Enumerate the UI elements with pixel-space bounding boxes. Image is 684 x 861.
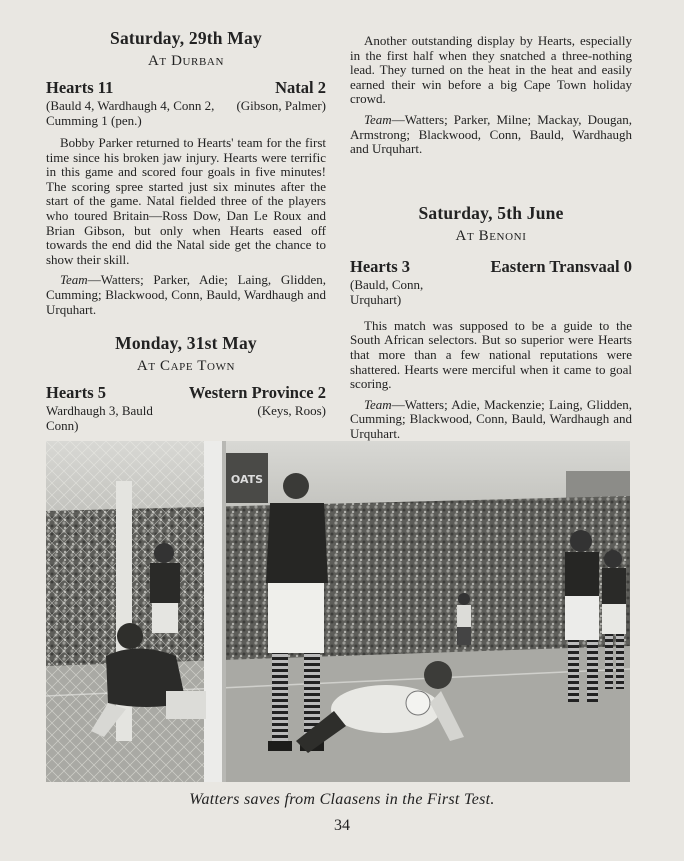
match3-team <box>350 398 632 442</box>
right-column <box>350 34 632 442</box>
match2-score <box>46 383 326 403</box>
match1-away-scorers: (Gibson, Palmer) <box>236 98 326 113</box>
match1-home-score: Hearts 11 <box>46 78 114 97</box>
match2-venue: At Cape Town <box>136 358 236 375</box>
match2-away-scorers: (Keys, Roos) <box>257 403 326 419</box>
match2-home-scorers: Wardhaugh 3, Bauld Conn) <box>46 403 153 434</box>
match2-report: Another outstanding display by Hearts, especially in the first half when they snatched a three-nothing lead. They turned on the heat in the heat and easily earned their win before a big Cape Town holiday crowd. <box>350 33 632 107</box>
page-number: 34 <box>334 817 350 834</box>
stadium-sign-text: OATS <box>230 473 264 486</box>
match3-home-scorers: (Bauld, Conn, Urquhart) <box>350 276 424 307</box>
football <box>406 691 430 715</box>
match3-home-score: Hearts 3 <box>350 256 411 276</box>
photo-illustration <box>46 441 630 782</box>
match1-home-scorers: (Bauld 4, Wardhaugh 4, Conn 2, Cumming 1 (pen.) <box>46 98 215 128</box>
match3-team-list: —Watters; Adie, Mackenzie; Laing, Glidden, Cumming; Blackwood, Conn, Bauld, Wardhaugh and Urquhart. <box>350 396 632 441</box>
match1-date: Saturday, 29th May <box>110 28 262 48</box>
match2-team <box>350 113 632 157</box>
match3-scorers <box>350 277 632 307</box>
left-column <box>46 28 326 433</box>
match1-score <box>46 78 326 98</box>
match2-team-label: Team <box>364 111 392 127</box>
match1-team <box>46 273 326 317</box>
match1-venue: At Durban <box>147 53 225 69</box>
match3-venue: At Benoni <box>455 227 527 244</box>
match3-date: Saturday, 5th June <box>418 202 564 223</box>
match1-team-list: —Watters; Parker, Adie; Laing, Glidden, Cumming; Blackwood, Conn, Bauld, Wardhaugh and Urquhart. <box>46 272 326 317</box>
photo-caption: Watters saves from Claasens in the First Test. <box>189 791 495 808</box>
match1-away-score: Natal 2 <box>275 78 326 97</box>
player-distant <box>457 593 471 645</box>
match2-scorers <box>46 403 326 433</box>
match-photograph <box>46 441 630 782</box>
match1-team-label: Team <box>60 272 88 288</box>
match2-away-score: Western Province 2 <box>188 383 326 403</box>
match2-date: Monday, 31st May <box>115 333 257 354</box>
match3-score <box>350 257 632 277</box>
match1-report: Bobby Parker returned to Hearts' team for the first time since his broken jaw injury. Hearts were terrific in this game and scored four goals in five minutes! The scoring spree started just six minutes after the start of the game. Natal fielded three of the players who toured Britain—Ross Dow, Dan Le Roux and Brian Gibson, but only when Hearts eased off towards the end did the Natal side get the chance to show their skill. <box>46 135 326 267</box>
match2-team-list: —Watters; Parker, Milne; Mackay, Dougan, Armstrong; Blackwood, Conn, Bauld, Wardhaugh and Urquhart. <box>350 111 632 157</box>
match3-report: This match was supposed to be a guide to the South African selectors. But so superior were Hearts that more than a few national reputations were shattered. Hearts were merciful when it came to goal scoring. <box>350 317 632 392</box>
match3-away-score: Eastern Transvaal 0 <box>490 256 632 276</box>
match1-scorers <box>46 98 326 128</box>
match3-team-label: Team <box>364 396 392 412</box>
match2-home-score: Hearts 5 <box>46 383 107 403</box>
